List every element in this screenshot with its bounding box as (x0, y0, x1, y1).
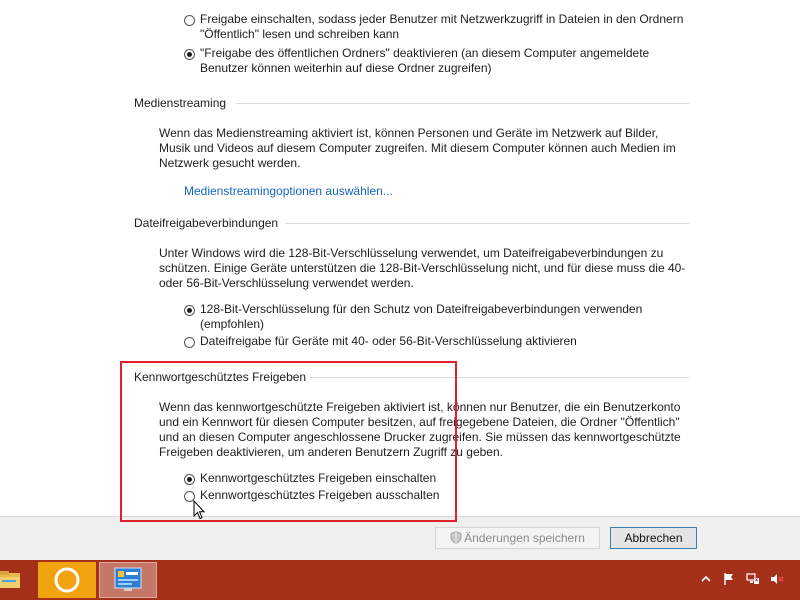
taskbar-control-panel[interactable] (99, 562, 157, 598)
divider (285, 223, 689, 224)
radio-128bit[interactable] (184, 305, 195, 316)
bing-icon (52, 565, 82, 595)
radio-password-sharing-off-label: Kennwortgeschütztes Freigeben ausschalten (200, 488, 440, 502)
password-sharing-title: Kennwortgeschütztes Freigeben (134, 370, 307, 384)
shield-icon (450, 531, 462, 544)
footer-bar (0, 516, 800, 561)
file-sharing-title: Dateifreigabeverbindungen (134, 216, 279, 230)
media-streaming-title: Medienstreaming (134, 96, 227, 110)
taskbar (0, 560, 800, 600)
media-streaming-options-link[interactable]: Medienstreamingoptionen auswählen... (184, 184, 393, 198)
cancel-button[interactable]: Abbrechen (610, 527, 697, 549)
radio-40-56bit[interactable] (184, 337, 195, 348)
file-sharing-description: Unter Windows wird die 128-Bit-Verschlüsselung verwendet, um Dateifreigabeverbindungen zu schützen. Einige Geräte unterstützen die 128-Bit-Verschlüsselung nicht, und für diese muss die 40- oder 56-Bit-Verschlüsselung verwendet werden. (159, 246, 686, 290)
save-changes-label: Änderungen speichern (464, 531, 585, 545)
network-icon[interactable] (746, 572, 760, 586)
control-panel-icon (113, 566, 143, 594)
radio-128bit-label: 128-Bit-Verschlüsselung für den Schutz von Dateifreigabeverbindungen verwenden (empfohlen) (200, 302, 643, 331)
taskbar-bing[interactable] (38, 562, 96, 598)
volume-muted-icon[interactable] (770, 572, 784, 586)
media-streaming-description: Wenn das Medienstreaming aktiviert ist, können Personen und Geräte im Netzwerk auf Bilder, Musik und Videos auf diesem Computer zugreifen. Mit diesem Computer können auch Medien im Netzwerk gesucht werden. (159, 126, 676, 170)
radio-public-sharing-off-label: "Freigabe des öffentlichen Ordners" deaktivieren (an diesem Computer angemeldete Benutzer können weiterhin auf diese Ordner zugreifen) (200, 46, 650, 75)
radio-public-sharing-off[interactable] (184, 49, 195, 60)
radio-password-sharing-on-label: Kennwortgeschütztes Freigeben einschalten (200, 471, 437, 485)
taskbar-explorer[interactable] (0, 562, 28, 598)
radio-40-56bit-label: Dateifreigabe für Geräte mit 40- oder 56-Bit-Verschlüsselung aktivieren (200, 334, 577, 348)
divider (236, 103, 689, 104)
flag-icon[interactable] (722, 572, 736, 586)
save-changes-button[interactable] (435, 527, 600, 549)
radio-public-sharing-on-label: Freigabe einschalten, sodass jeder Benutzer mit Netzwerkzugriff in Dateien in den Ordnern "Öffentlich" lesen und schreiben kann (200, 12, 684, 41)
folder-icon (0, 568, 24, 592)
password-sharing-description: Wenn das kennwortgeschützte Freigeben aktiviert ist, können nur Benutzer, die ein Benutzerkonto und ein Kennwort für diesen Computer besitzen, auf freigegebene Dateien, die Ordner "Öffentlich" und an diesen Computer angeschlossene Drucker zugreifen. Sie müssen das kennwortgeschützte Freigeben deaktivieren, um anderen Benutzern Zugriff zu geben. (159, 400, 681, 459)
chevron-up-icon[interactable] (699, 572, 713, 586)
highlight-rectangle (120, 361, 457, 522)
radio-public-sharing-on[interactable] (184, 15, 195, 26)
cursor-icon (193, 500, 205, 520)
